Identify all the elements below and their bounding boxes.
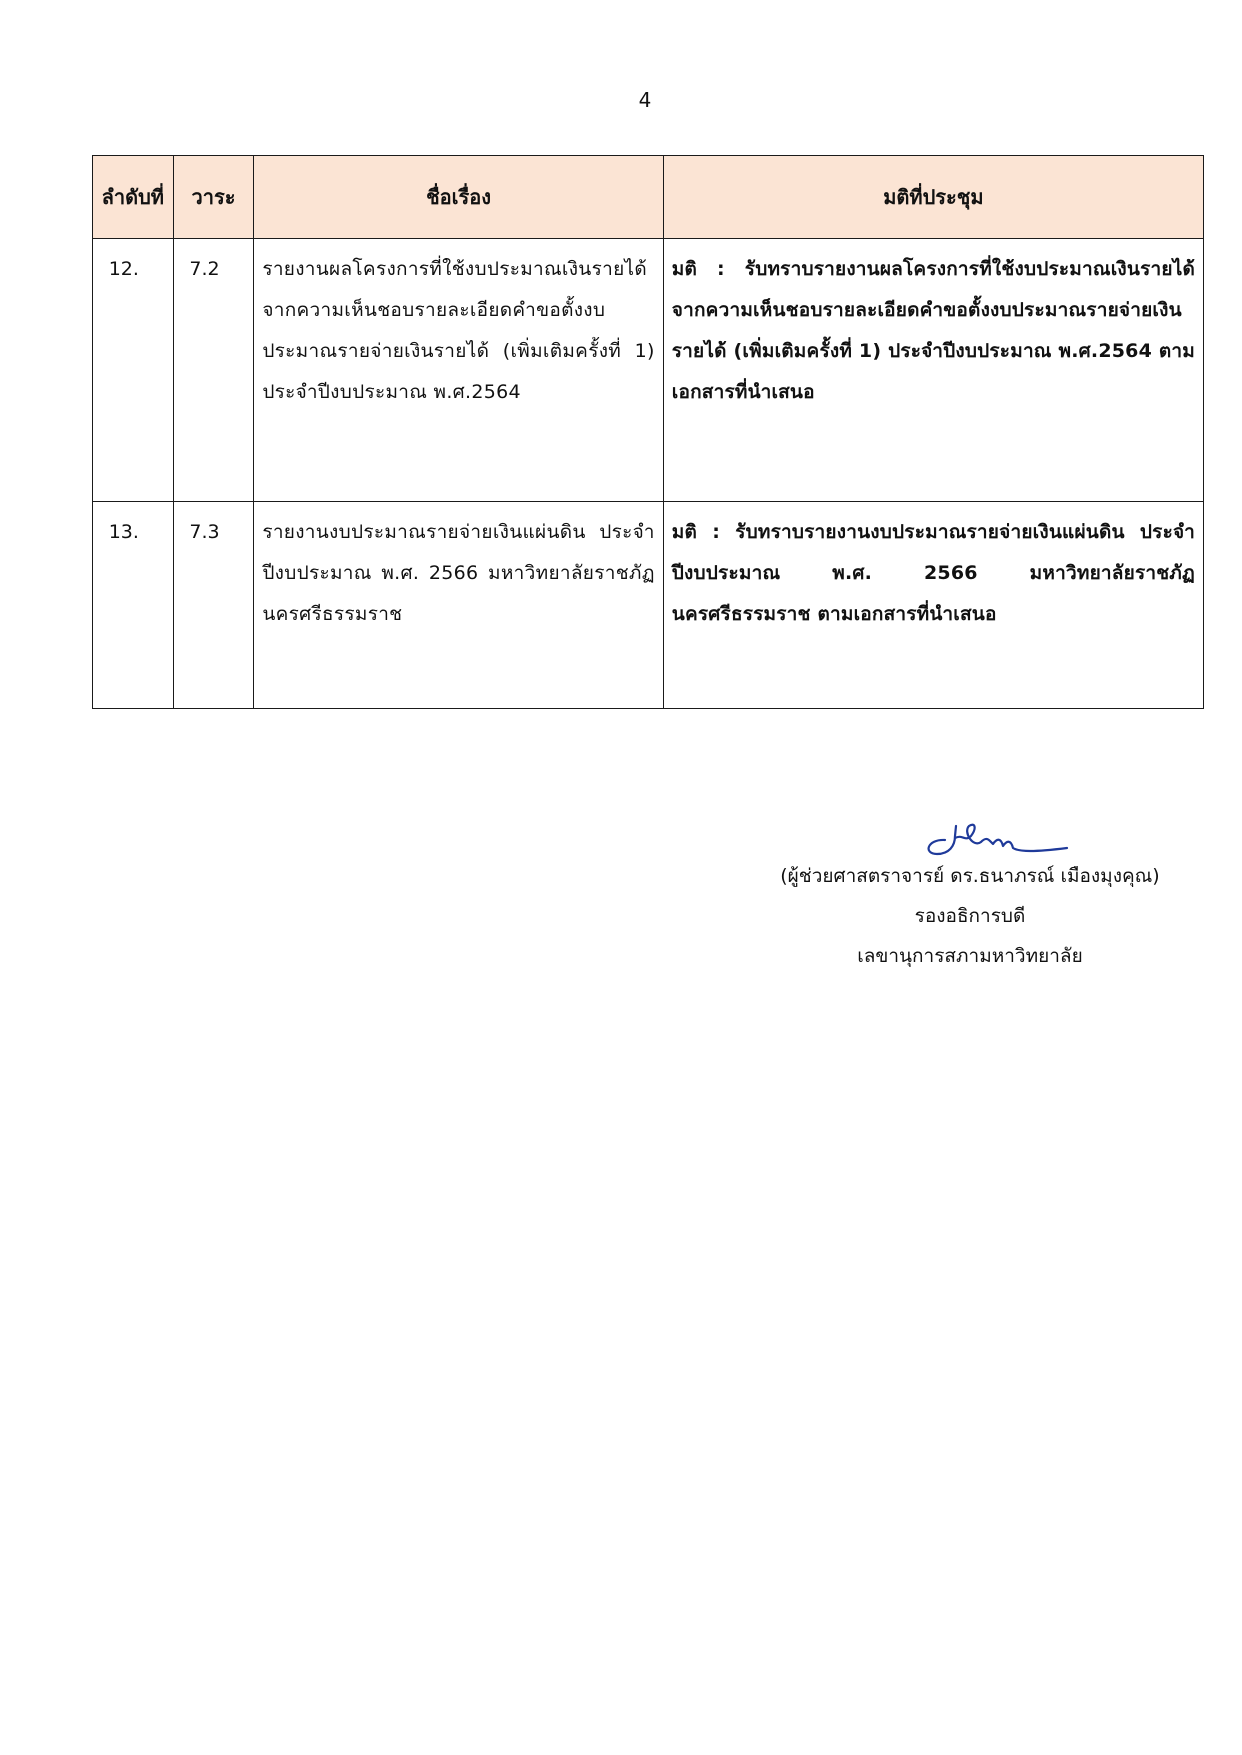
table-row <box>93 502 1204 709</box>
row-agenda: 7.2 <box>173 239 254 502</box>
row-subject: รายงานผลโครงการที่ใช้งบประมาณเงินรายได้ จากความเห็นชอบรายละเอียดคำขอตั้งงบประมาณรายจ่ายเงินรายได้ (เพิ่มเติมครั้งที่ 1) ประจำปีงบประมาณ พ.ศ.2564 <box>254 239 663 502</box>
table-header-row <box>93 156 1204 239</box>
row-sequence: 12. <box>93 239 174 502</box>
row-resolution: มติ : รับทราบรายงานผลโครงการที่ใช้งบประมาณเงินรายได้ จากความเห็นชอบรายละเอียดคำขอตั้งงบประมาณรายจ่ายเงินรายได้ (เพิ่มเติมครั้งที่ 1) ประจำปีงบประมาณ พ.ศ.2564 ตามเอกสารที่นำเสนอ <box>663 239 1203 502</box>
handwritten-signature <box>915 812 1075 860</box>
page-number: 4 <box>638 88 652 112</box>
row-sequence: 13. <box>93 502 174 709</box>
header-resolution: มติที่ประชุม <box>663 156 1203 239</box>
header-subject: ชื่อเรื่อง <box>254 156 663 239</box>
row-resolution: มติ : รับทราบรายงานงบประมาณรายจ่ายเงินแผ่นดิน ประจำปีงบประมาณ พ.ศ. 2566 มหาวิทยาลัยราชภัฏนครศรีธรรมราช ตามเอกสารที่นำเสนอ <box>663 502 1203 709</box>
signatory-role: เลขานุการสภามหาวิทยาลัย <box>857 945 1083 967</box>
row-agenda: 7.3 <box>173 502 254 709</box>
header-sequence: ลำดับที่ <box>93 156 174 239</box>
resolution-table <box>92 155 1204 709</box>
table-row <box>93 239 1204 502</box>
signatory-position: รองอธิการบดี <box>914 905 1026 927</box>
row-subject: รายงานงบประมาณรายจ่ายเงินแผ่นดิน ประจำปีงบประมาณ พ.ศ. 2566 มหาวิทยาลัยราชภัฏนครศรีธรรมราช <box>254 502 663 709</box>
signatory-name: (ผู้ช่วยศาสตราจารย์ ดร.ธนาภรณ์ เมืองมุงคุณ) <box>780 865 1160 887</box>
signature-block <box>700 856 1240 976</box>
header-agenda: วาระ <box>173 156 254 239</box>
